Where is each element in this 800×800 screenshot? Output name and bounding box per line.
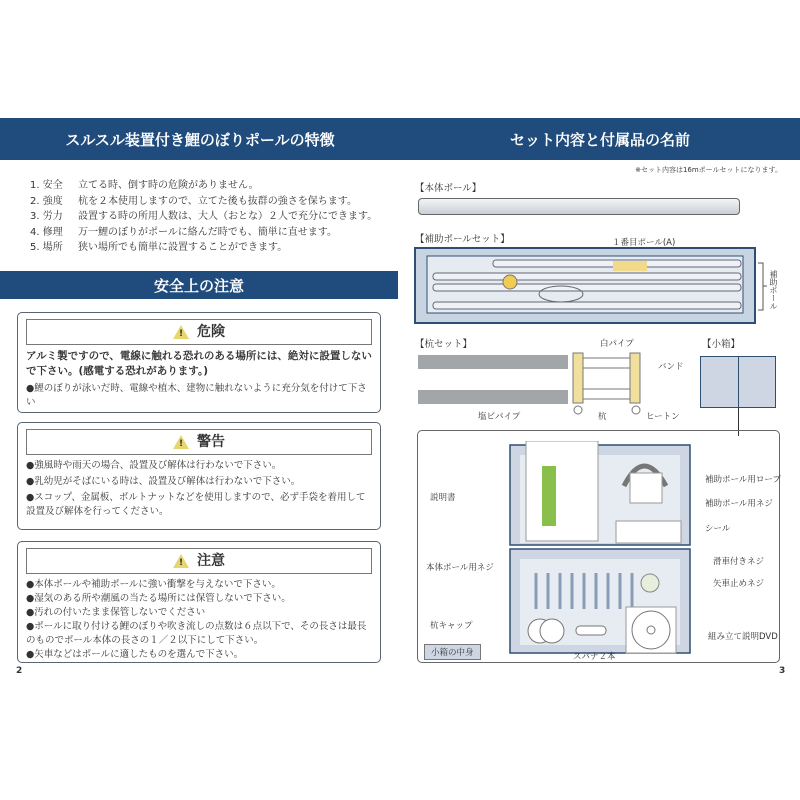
feature-item: 4. 修理 万一鯉のぼりがポールに絡んだ時でも、簡単に直せます。: [30, 226, 337, 238]
caution-box: [17, 541, 381, 663]
aux-bracket: [758, 262, 768, 312]
page-number-right: 3: [779, 666, 786, 676]
small-box-heading: 【小箱】: [702, 339, 741, 350]
right-title-bar: [400, 118, 800, 160]
aux-pole-side-label: 補助ポール: [769, 270, 778, 310]
aux-screw-label: 補助ポール用ネジ: [705, 499, 773, 509]
band-label: バンド: [658, 362, 684, 372]
right-page-title: セット内容と付属品の名前: [509, 130, 690, 149]
aux-first-pole-label: １番目ポール(A): [612, 238, 676, 248]
caution-header: ! 注意: [26, 548, 372, 574]
manual-label: 説明書: [430, 493, 456, 503]
main-screw-label: 本体ポール用ネジ: [426, 563, 494, 573]
feature-item: 2. 強度 杭を２本使用しますので、立てた後も抜群の強さを保ちます。: [30, 195, 357, 207]
feature-item: 3. 労力 設置する時の所用人数は、大人（おとな）２人で充分にできます。: [30, 211, 378, 222]
spanner-label: スパナ２本: [573, 652, 616, 662]
features-list: [30, 178, 377, 256]
box-contents-tag: 小箱の中身: [424, 644, 481, 660]
sticker-label: シール: [705, 524, 731, 534]
set-note: ※セット内容は16mポールセットになります。: [635, 166, 782, 174]
pulley-screw-label: 滑車付きネジ: [713, 557, 765, 567]
feature-item: 1. 安全 立てる時、倒す時の危険がありません。: [30, 180, 259, 191]
arrow-screw-label: 矢車止めネジ: [713, 579, 765, 589]
danger-lead: アルミ製ですので、電線に触れる恐れのある場所には、絶対に設置しないで下さい。(感電する恐れがあります。): [26, 350, 372, 377]
danger-header: ! 危険: [26, 319, 372, 345]
caution-item: ●ポールに取り付ける鯉のぼりや吹き流しの点数は６点以下で、その長さは最長のものでポール本体の長さの１／２以下にして下さい。: [26, 621, 367, 646]
warning-header: ! 警告: [26, 429, 372, 455]
stake-cap-label: 杭キャップ: [430, 621, 473, 631]
left-title-bar: [0, 118, 400, 160]
warning-item: ●乳幼児がそばにいる時は、設置及び解体は行わないで下さい。: [26, 476, 301, 487]
caution-item: ●本体ポールや補助ポールに強い衝撃を与えないで下さい。: [26, 579, 281, 590]
small-box-contents-panel: [417, 430, 780, 663]
warning-triangle-icon: [173, 554, 189, 568]
caution-item: ●湿気のある所や潮風の当たる場所には保管しないで下さい。: [26, 593, 291, 604]
stake-set-heading: 【杭セット】: [415, 339, 473, 350]
open-box-illustration: [506, 441, 696, 656]
safety-title-bar: [0, 271, 398, 299]
warning-box: [17, 422, 381, 530]
danger-item: ●鯉のぼりが泳いだ時、電線や植木、建物に触れないように充分気を付けて下さい: [26, 383, 367, 408]
dvd-label: 組み立て説明DVD: [708, 632, 778, 642]
eyelet-label: ヒートン: [646, 412, 680, 422]
caution-item: ●汚れの付いたまま保管しないでください: [26, 607, 206, 618]
aux-set-heading: 【補助ポールセット】: [415, 234, 510, 245]
white-pipe-label: 白パイプ: [600, 339, 634, 349]
danger-box: [17, 312, 381, 413]
left-page-title: スルスル装置付き鯉のぼりポールの特徴: [65, 130, 335, 149]
warning-item: ●強風時や雨天の場合、設置及び解体は行わないで下さい。: [26, 460, 282, 471]
aux-rope-label: 補助ポール用ロープ: [705, 475, 781, 485]
warning-item: ●スコップ、金属板、ボルトナットなどを使用しますので、必ず手袋を着用して設置及び解体を行ってください。: [26, 492, 366, 517]
main-pole-heading: 【本体ボール】: [415, 183, 482, 194]
pvc-pipe-label: 塩ビパイプ: [478, 412, 521, 422]
aux-pole-set-illustration: [413, 246, 758, 326]
caution-item: ●矢車などはポールに適したものを選んで下さい。: [26, 649, 244, 660]
stake-label: 杭: [598, 412, 607, 422]
warning-triangle-icon: [173, 435, 189, 449]
main-pole-illustration: [418, 198, 740, 215]
page-number-left: 2: [16, 666, 23, 676]
safety-title: 安全上の注意: [153, 276, 244, 295]
stake-set-illustration: [415, 350, 645, 416]
warning-triangle-icon: [173, 325, 189, 339]
feature-item: 5. 場所 狭い場所でも簡単に設置することができます。: [30, 242, 288, 253]
small-box-illustration: [700, 356, 776, 408]
